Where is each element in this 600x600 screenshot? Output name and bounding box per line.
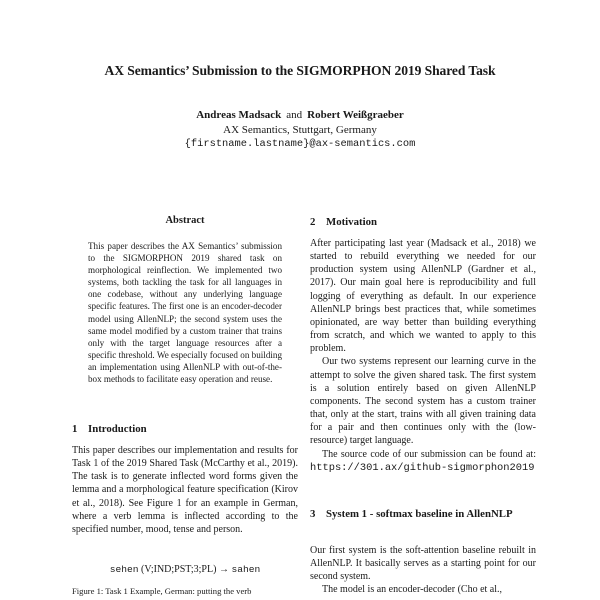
section-3-body: [310, 544, 536, 597]
example-features: (V;IND;PST;3;PL): [141, 564, 217, 575]
section-3-number: 3: [310, 508, 316, 520]
abstract-text: [88, 240, 282, 385]
figure-1-example: [72, 564, 298, 575]
section-1-heading: [72, 423, 298, 436]
section-2-paragraph-3: [310, 448, 536, 475]
section-2-paragraph-2: Our two systems represent our learning curve in the attempt to solve the given shared task. The first system is a solution entirely based on given AllenNLP components. The second system has a custom trainer that, only at the start, trains with all given training data for a pair and then continues only with the (low-resource) target language.: [310, 356, 536, 447]
figure-1-caption: Figure 1: Task 1 Example, German: putting the verb: [72, 586, 252, 596]
section-2-title: Motivation: [326, 216, 377, 228]
author-names: [0, 108, 600, 123]
author-2: Robert Weißgraeber: [307, 109, 404, 121]
section-3-paragraph-1: Our first system is the soft-attention baseline rebuilt in AllenNLP. It basically serves as a starting point for our second system.: [310, 545, 536, 583]
abstract-paragraph: This paper describes the AX Semantics’ submission to the SIGMORPHON 2019 shared task on morphological reinflection. We implemented two systems, both tackling the task for all languages in one codebase, without any underlying language specific features. The first one is an encoder-decoder model using AllenNLP; the second system uses the same model modified by a custom trainer that trains only with the target language resources after a specific threshold. We especially focused on building an implementation using AllenNLP with out-of-the-box methods to facilitate easy operation and reuse.: [88, 241, 282, 385]
section-2-heading: [310, 216, 536, 229]
author-and: and: [286, 109, 303, 121]
section-1-title: Introduction: [88, 423, 147, 435]
source-code-url[interactable]: https://301.ax/github-sigmorphon2019: [310, 461, 535, 474]
example-arrow: →: [218, 564, 229, 575]
source-code-text: The source code of our submission can be found at:: [322, 448, 536, 460]
section-3-heading: [310, 508, 536, 521]
affiliation: AX Semantics, Stuttgart, Germany: [223, 123, 377, 136]
section-2-paragraph-1: After participating last year (Madsack et al., 2018) we started to rebuild everything we needed for our production system using AllenNLP (Gardner et al., 2017). Our main goal here is reproducibility and full logging of everything as default. In our experience AllenNLP brings best practices that, while sometimes opinionated, are way better than building everything from scratch, and which we wanted to apply to this problem.: [310, 238, 536, 355]
author-block: [0, 108, 600, 152]
section-1-body: [72, 444, 298, 536]
section-2-number: 2: [310, 216, 316, 228]
section-3-paragraph-2: The model is an encoder-decoder (Cho et al.,: [322, 584, 503, 596]
author-1: Andreas Madsack: [196, 109, 282, 121]
example-lemma: sehen: [109, 564, 139, 575]
section-3-title: System 1 - softmax baseline in AllenNLP: [326, 508, 513, 520]
section-2-body: [310, 237, 536, 475]
email: {firstname.lastname}@ax-semantics.com: [184, 138, 416, 150]
abstract-heading: Abstract: [165, 215, 205, 226]
section-1-paragraph: This paper describes our implementation and results for Task 1 of the 2019 Shared Task (McCarthy et al., 2019). The task is to generate inflected word forms given the lemma and a morphological feature specification (Kirov et al., 2018). See Figure 1 for an example in German, where a verb lemma is inflected according to the specified number, mood, tense and person.: [72, 445, 298, 535]
section-1-number: 1: [72, 423, 78, 435]
example-form: sahen: [231, 564, 261, 575]
paper-title: AX Semantics’ Submission to the SIGMORPHON 2019 Shared Task: [104, 63, 496, 78]
